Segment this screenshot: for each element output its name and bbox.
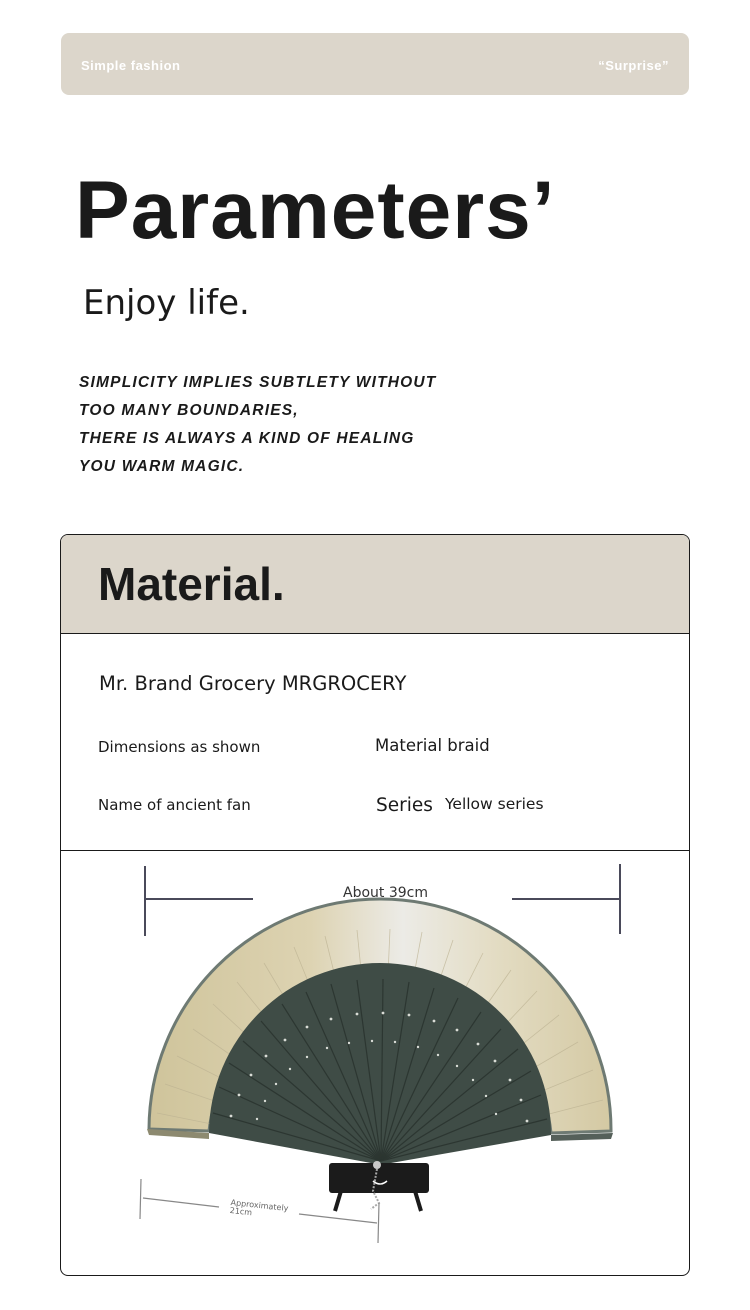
product-figure <box>61 851 689 1275</box>
spec-name: Name of ancient fan <box>98 796 251 814</box>
top-banner <box>61 33 689 95</box>
quote-block <box>79 369 436 481</box>
material-card <box>60 534 690 1276</box>
brand-name: Mr. Brand Grocery MRGROCERY <box>99 672 407 695</box>
spec-series-value: Yellow series <box>445 795 544 813</box>
quote-line: THERE IS ALWAYS A KIND OF HEALING <box>79 430 415 447</box>
spec-dimensions: Dimensions as shown <box>98 738 261 756</box>
fan-illustration <box>61 851 689 1275</box>
banner-left-text: Simple fashion <box>81 58 181 73</box>
page-subtitle: Enjoy life. <box>83 283 250 323</box>
width-label: About 39cm <box>343 885 428 901</box>
banner-right-text: “Surprise” <box>598 58 669 73</box>
quote-line: TOO MANY BOUNDARIES, <box>79 402 299 419</box>
depth-label: Approximately 21cm <box>229 1198 289 1218</box>
quote-line: YOU WARM MAGIC. <box>79 458 245 475</box>
spec-material: Material braid <box>375 736 490 755</box>
material-title: Material. <box>98 558 285 610</box>
specs-section <box>61 634 689 851</box>
spec-series-label: Series <box>376 795 433 816</box>
material-card-header <box>61 535 689 634</box>
quote-line: SIMPLICITY IMPLIES SUBTLETY WITHOUT <box>79 374 437 391</box>
page-title: Parameters’ <box>75 165 556 256</box>
